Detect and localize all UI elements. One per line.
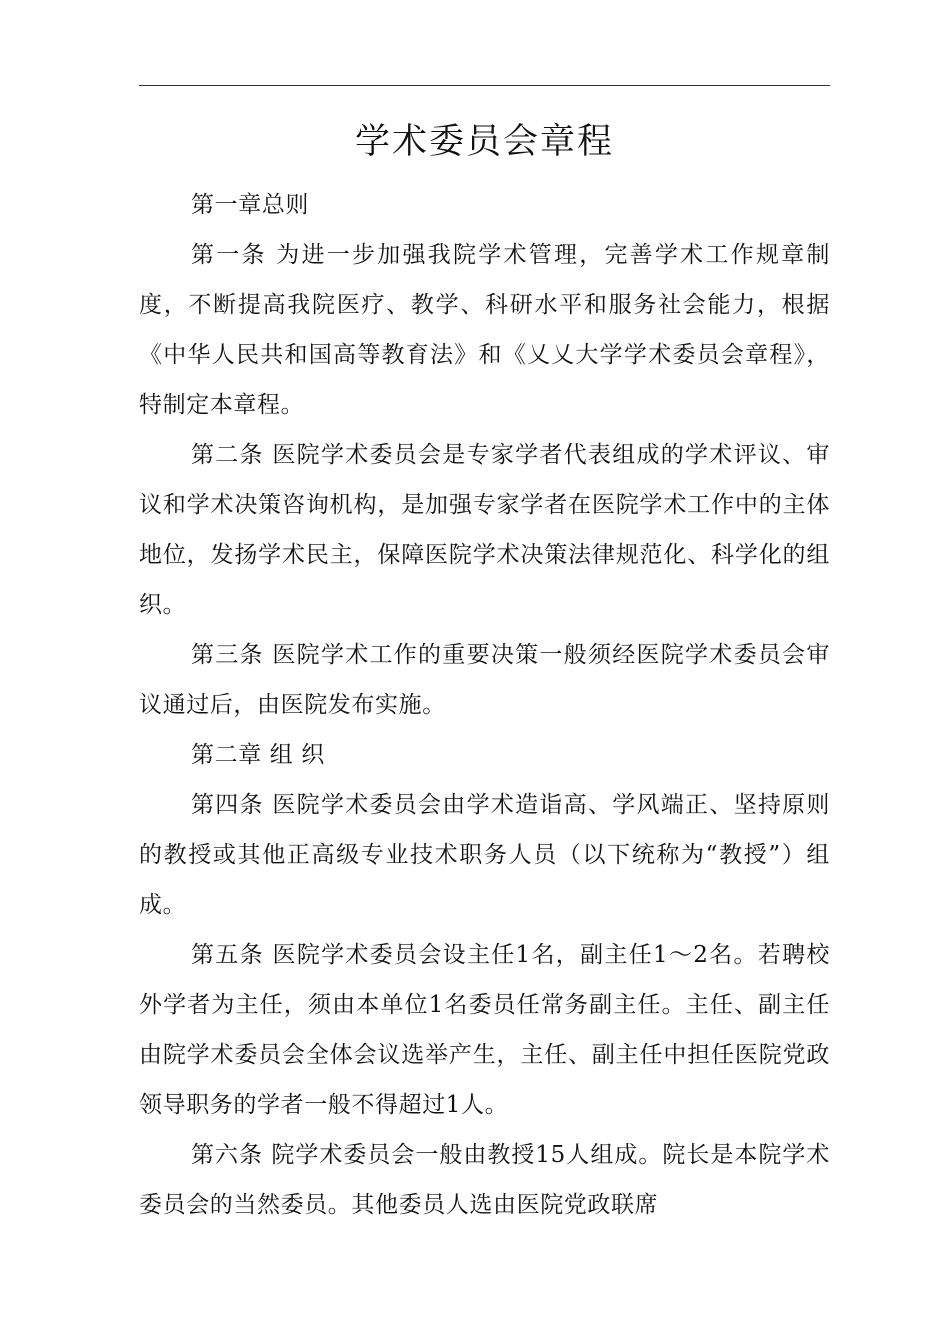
document-body [139,180,830,1230]
document-title: 学术委员会章程 [354,122,614,162]
chapter-heading: 第二章 组 织 [191,742,325,768]
article-paragraph: 第五条 医院学术委员会设主任1名，副主任1〜2名。若聘校外学者为主任，须由本单位1名委员任常务副主任。主任、副主任由院学术委员会全体会议选举产生，主任、副主任中担任医院党政领导职务的学者一般不得超过1人。 [139,942,830,1118]
article-paragraph: 第一条 为进一步加强我院学术管理，完善学术工作规章制度，不断提高我院医疗、教学、科研水平和服务社会能力，根据《中华人民共和国高等教育法》和《乂乂大学学术委员会章程》，特制定本章程。 [139,242,830,418]
article-paragraph: 第二条 医院学术委员会是专家学者代表组成的学术评议、审议和学术决策咨询机构，是加强专家学者在医院学术工作中的主体地位，发扬学术民主，保障医院学术决策法律规范化、科学化的组织。 [139,442,830,618]
article-paragraph: 第三条 医院学术工作的重要决策一般须经医院学术委员会审议通过后，由医院发布实施。 [139,642,830,718]
chapter-heading: 第一章总则 [191,192,309,218]
article-paragraph: 第六条 院学术委员会一般由教授15人组成。院长是本院学术委员会的当然委员。其他委员人选由医院党政联席 [139,1142,830,1218]
header-rule [139,85,830,86]
article-paragraph: 第四条 医院学术委员会由学术造诣高、学风端正、坚持原则的教授或其他正高级专业技术职务人员（以下统称为“教授”）组成。 [139,792,830,918]
